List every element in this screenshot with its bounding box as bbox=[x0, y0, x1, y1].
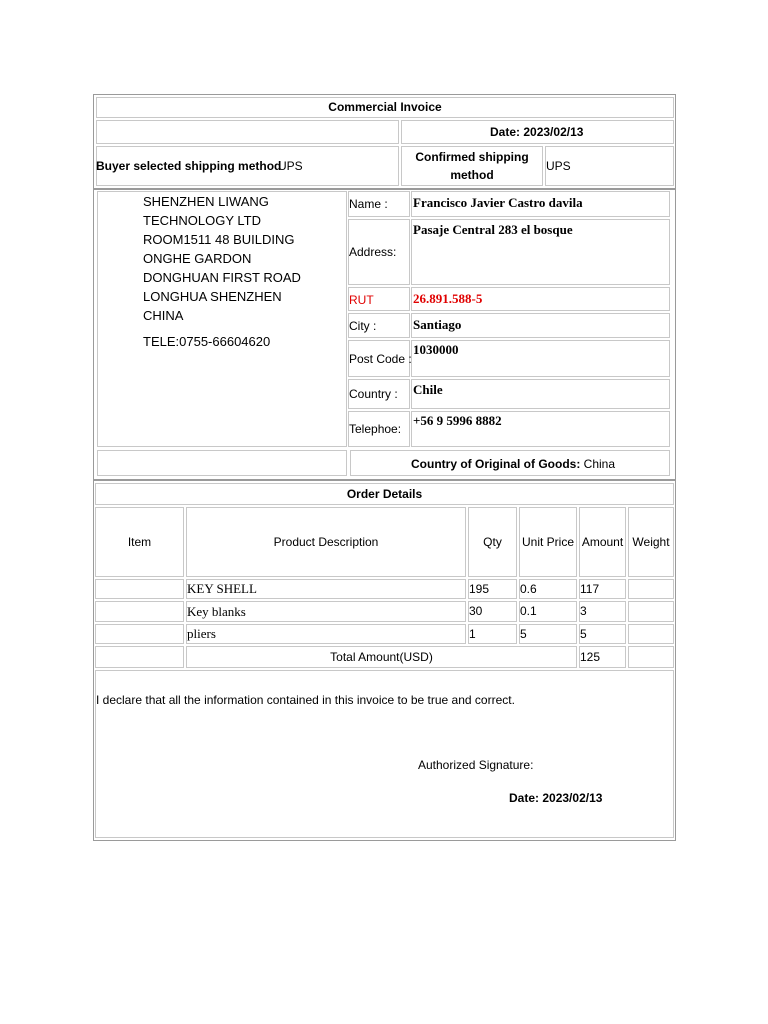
city-value: Santiago bbox=[413, 317, 462, 332]
sender-telephone: TELE:0755-66604620 bbox=[143, 334, 271, 349]
origin-label: Country of Original of Goods: bbox=[411, 457, 581, 471]
table-row-weight-cell bbox=[628, 624, 674, 644]
table-row-unit-price: 0.6 bbox=[520, 582, 537, 596]
header-date-label: Date: bbox=[490, 125, 521, 139]
sender-line: ONGHE GARDON bbox=[143, 251, 252, 266]
sender-line: CHINA bbox=[143, 308, 184, 323]
footer-date-value: 2023/02/13 bbox=[542, 791, 603, 805]
sender-line: DONGHUAN FIRST ROAD bbox=[143, 270, 301, 285]
col-header-item: Item bbox=[127, 535, 152, 549]
table-row-description-cell bbox=[186, 624, 466, 644]
table-row-unit-price-cell bbox=[519, 624, 577, 644]
table-row-description: Key blanks bbox=[187, 604, 246, 619]
table-row-amount: 5 bbox=[580, 627, 587, 641]
table-row-amount: 3 bbox=[580, 604, 587, 618]
table-row-description: pliers bbox=[187, 626, 216, 641]
col-header-qty: Qty bbox=[483, 535, 502, 549]
header-date-value: 2023/02/13 bbox=[523, 125, 584, 139]
table-row-unit-price: 5 bbox=[520, 627, 527, 641]
telephone-label: Telephoe: bbox=[349, 422, 402, 436]
table-row-item-cell bbox=[95, 601, 184, 622]
city-label: City : bbox=[349, 319, 377, 333]
col-header-amount: Amount bbox=[581, 535, 624, 549]
confirmed-shipping-label-1: Confirmed shipping bbox=[415, 150, 529, 164]
declaration-text: I declare that all the information contained in this invoice to be true and correct. bbox=[96, 693, 515, 707]
authorized-signature-label: Authorized Signature: bbox=[418, 758, 534, 772]
rut-value: 26.891.588-5 bbox=[413, 291, 483, 306]
table-row-weight-cell bbox=[628, 601, 674, 622]
footer-date-label: Date: bbox=[509, 791, 540, 805]
postcode-label: Post Code : bbox=[349, 352, 412, 366]
total-weight-cell bbox=[628, 646, 674, 668]
table-row-item-cell bbox=[95, 624, 184, 644]
table-row-unit-price: 0.1 bbox=[520, 604, 537, 618]
telephone-value: +56 9 5996 8882 bbox=[413, 413, 502, 428]
total-label: Total Amount(USD) bbox=[330, 650, 433, 664]
empty-date-left-cell bbox=[96, 120, 399, 144]
footer-date bbox=[509, 791, 602, 805]
col-header-unit-price: Unit Price bbox=[521, 535, 574, 549]
header-date bbox=[490, 125, 583, 139]
table-row-qty: 195 bbox=[469, 582, 490, 596]
col-header-weight: Weight bbox=[632, 535, 670, 549]
postcode-value: 1030000 bbox=[413, 342, 459, 357]
invoice-title: Commercial Invoice bbox=[328, 100, 442, 114]
buyer-shipping-label: Buyer selected shipping method bbox=[96, 159, 282, 173]
country-value-cell bbox=[411, 379, 670, 409]
address-value: Pasaje Central 283 el bosque bbox=[413, 222, 573, 237]
address-label: Address: bbox=[349, 245, 397, 259]
table-row-item-cell bbox=[95, 579, 184, 599]
table-row-qty: 1 bbox=[469, 627, 476, 641]
buyer-shipping-value: UPS bbox=[278, 159, 303, 173]
country-label: Country : bbox=[349, 387, 398, 401]
table-row-weight-cell bbox=[628, 579, 674, 599]
order-title: Order Details bbox=[346, 487, 423, 501]
country-value: Chile bbox=[413, 382, 443, 397]
name-label: Name : bbox=[349, 197, 388, 211]
sender-line: ROOM1511 48 BUILDING bbox=[143, 232, 295, 247]
origin-empty-cell bbox=[97, 450, 347, 476]
col-header-description: Product Description bbox=[273, 535, 379, 549]
table-row-description: KEY SHELL bbox=[187, 581, 257, 596]
confirmed-shipping-value: UPS bbox=[546, 159, 571, 173]
sender-line: LONGHUA SHENZHEN bbox=[143, 289, 282, 304]
sender-line: SHENZHEN LIWANG bbox=[143, 194, 269, 209]
total-empty-cell bbox=[95, 646, 184, 668]
confirmed-shipping-label-2: method bbox=[450, 168, 494, 182]
name-value: Francisco Javier Castro davila bbox=[413, 195, 583, 210]
total-value: 125 bbox=[580, 650, 601, 664]
sender-line: TECHNOLOGY LTD bbox=[143, 213, 261, 228]
origin-text bbox=[411, 457, 615, 471]
table-row-qty: 30 bbox=[469, 604, 483, 618]
rut-label: RUT bbox=[349, 293, 374, 307]
origin-value: China bbox=[583, 457, 616, 471]
table-row-amount: 117 bbox=[580, 582, 600, 596]
